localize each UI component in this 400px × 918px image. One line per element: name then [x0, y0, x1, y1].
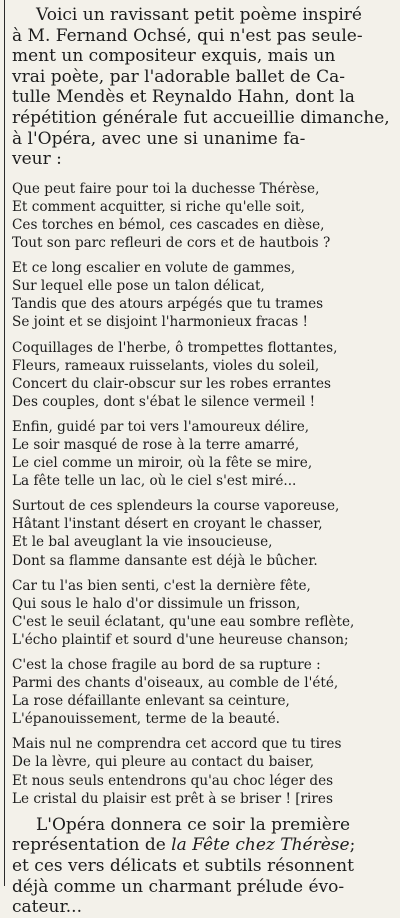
intro-line: vrai poète, par l'adorable ballet de Ca-: [12, 66, 345, 87]
poem-line: C'est la chose fragile au bord de sa rupture :: [12, 657, 321, 673]
poem-line: La rose défaillante enlevant sa ceinture,: [12, 693, 290, 710]
column-rule: [4, 0, 5, 886]
outro-line: L'Opéra donnera ce soir la première: [36, 814, 351, 835]
poem-stanza: [12, 180, 388, 252]
poem-stanza: [12, 418, 388, 490]
poem-stanza: [12, 577, 388, 649]
poem-line: Car tu l'as bien senti, c'est la dernière fête,: [12, 577, 311, 594]
outro-line: et ces vers délicats et subtils résonnent: [12, 855, 354, 876]
outro-line: déjà comme un charmant prélude évo-: [12, 876, 345, 897]
poem-stanza: [12, 259, 388, 331]
outro-text: ;: [349, 835, 356, 856]
outro-paragraph: [12, 815, 388, 918]
poem-line: L'épanouissement, terme de la beauté.: [12, 711, 280, 728]
poem-line: Surtout de ces splendeurs la course vaporeuse,: [12, 498, 340, 515]
poem-line: Et nous seuls entendrons qu'au choc léger des: [12, 772, 334, 789]
poem-line: Le ciel comme un miroir, où la fête se mire,: [12, 455, 313, 472]
poem-line: Parmi des chants d'oiseaux, au comble de l'été,: [12, 675, 339, 692]
poem-stanza: [12, 497, 388, 569]
intro-line: tulle Mendès et Reynaldo Hahn, dont la: [12, 87, 355, 108]
poem-line: La fête telle un lac, où le ciel s'est miré...: [12, 473, 297, 490]
poem-line: Dont sa flamme dansante est déjà le bûcher.: [12, 552, 318, 569]
poem-line: Et le bal aveuglant la vie insoucieuse,: [12, 534, 273, 551]
poem-line: Enfin, guidé par toi vers l'amoureux délire,: [12, 418, 310, 435]
poem-line: Et ce long escalier en volute de gammes,: [12, 260, 296, 277]
intro-line: à M. Fernand Ochsé, qui n'est pas seule-: [12, 25, 363, 46]
poem-line: Concert du clair-obscur sur les robes errantes: [12, 375, 331, 392]
poem: [12, 180, 388, 808]
poem-line: Ces torches en bémol, ces cascades en dièse,: [12, 216, 325, 233]
poem-line: Hâtant l'instant désert en croyant le chasser,: [12, 516, 323, 533]
outro-text: représentation de: [12, 835, 172, 856]
intro-line: répétition générale fut accueillie dimanche,: [12, 107, 390, 128]
poem-line: Se joint et se disjoint l'harmonieux fracas !: [12, 314, 308, 331]
poem-line: Le cristal du plaisir est prêt à se briser ! [rires: [12, 790, 333, 807]
outro-line: cateur...: [12, 897, 82, 918]
poem-line: Sur lequel elle pose un talon délicat,: [12, 278, 265, 295]
poem-line: Que peut faire pour toi la duchesse Thérèse,: [12, 180, 320, 197]
poem-line: Des couples, dont s'ébat le silence vermeil !: [12, 393, 316, 410]
intro-line: à l'Opéra, avec une si unanime fa-: [12, 128, 306, 149]
intro-paragraph: [12, 5, 388, 170]
poem-line: De la lèvre, qui pleure au contact du baiser,: [12, 754, 315, 771]
poem-line: Tandis que des atours arpégés que tu trames: [12, 296, 324, 313]
intro-line: ment un compositeur exquis, mais un: [12, 46, 336, 67]
intro-line: veur :: [12, 149, 62, 170]
poem-line: Coquillages de l'herbe, ô trompettes flottantes,: [12, 339, 338, 356]
intro-line: Voici un ravissant petit poème inspiré: [36, 5, 362, 25]
poem-stanza: [12, 339, 388, 411]
poem-line: Le soir masqué de rose à la terre amarré,: [12, 436, 300, 453]
poem-line: Tout son parc refleuri de cors et de hautbois ?: [12, 235, 331, 252]
poem-line: L'écho plaintif et sourd d'une heureuse chanson;: [12, 631, 349, 648]
poem-stanza: [12, 735, 388, 807]
poem-line: Qui sous le halo d'or dissimule un frisson,: [12, 595, 301, 612]
poem-line: C'est le seuil éclatant, qu'une eau sombre reflète,: [12, 613, 355, 630]
poem-line: Mais nul ne comprendra cet accord que tu tires: [12, 736, 342, 753]
poem-stanza: [12, 656, 388, 728]
poem-line: Fleurs, rameaux ruisselants, violes du soleil,: [12, 357, 320, 374]
poem-line: Et comment acquitter, si riche qu'elle soit,: [12, 198, 305, 215]
outro-line: [12, 835, 388, 856]
work-title: la Fête chez Thérèse: [171, 835, 350, 856]
